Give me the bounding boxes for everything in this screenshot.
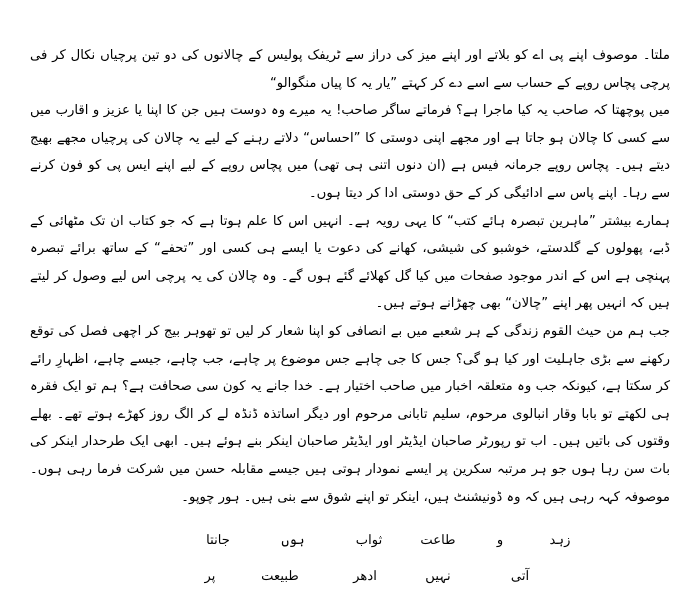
verse-word: آتی bbox=[510, 568, 530, 583]
verse-word: و bbox=[496, 532, 504, 547]
verse-word: جانتا bbox=[206, 532, 230, 547]
verse-word: ادھر bbox=[353, 568, 377, 583]
verse-word: طاعت bbox=[420, 532, 456, 547]
paragraph-4: جب ہم من حیث القوم زندگی کے ہر شعبے میں بے انصافی کو اپنا شعار کر لیں تو تھوہر بیج کر اچھی فصل کی توقع رکھنے سے بڑی جاہلیت اور کیا ہو گی؟ جس کا جی چاہے جس موضوع پر چاہے، جب چاہے، جیسے چاہے، اظہارِ رائے کر سکتا ہے، کیونکہ جب وہ متعلقہ اخبار میں صاحب اختیار ہے۔ خدا جانے یہ کون سی صحافت ہے؟ ہم تو ایک فقرہ ہی لکھتے تو بابا وقار انبالوی مرحوم، سلیم تابانی مرحوم اور دیگر اساتذہ ڈنڈہ لے کر الگ روز کھڑے ہوتے تھے۔ بھلے وقتوں کی باتیں ہیں۔ اب تو رپورٹر صاحبان ایڈیٹر اور ایڈیٹر صاحبان اینکر بنے ہوئے ہیں۔ ابھی ایک طرحدار اینکر کی بات سن رہا ہوں جو ہر مرتبہ سکرین پر ایسے نمودار ہوتی ہیں جیسے مقابلہ حسن میں شرکت فرما رہی ہوں۔ موصوفہ کہہ رہی ہیں کہ وہ ڈونیشنٹ ہیں، اینکر تو اپنے شوق سے بنی ہیں۔ ہور چوپو۔ bbox=[30, 323, 670, 505]
paragraph-1: ملتا۔ موصوف اپنے پی اے کو بلاتے اور اپنے میز کی دراز سے ٹریفک پولیس کے چالانوں کی دو تین پرچیاں نکال کر فی پرچی پچاس روپے کے حساب سے اسے دے کر کہتے ”یار یہ کا پیاں منگوالو“ bbox=[30, 48, 670, 91]
verse-word: ثواب bbox=[355, 532, 383, 547]
verse-word: نہیں bbox=[425, 568, 451, 583]
verse-word: طبیعت bbox=[261, 568, 299, 583]
verse-word: پر bbox=[204, 568, 216, 583]
paragraph-3: ہمارے بیشتر ”ماہرین تبصرہ ہائے کتب“ کا یہی رویہ ہے۔ انہیں اس کا علم ہوتا ہے کہ جو کتاب ان تک مٹھائی کے ڈبے، پھولوں کے گلدستے، خوشبو کی شیشی، کھانے کی دعوت یا ایسے ہی کسی اور ”تحفے“ کے ساتھ برائے تبصرہ پہنچی ہے اس کے اندر موجود صفحات میں کیا گل کھلائے گئے ہوں گے۔ وہ چالان کی یہ پرچی اس لیے وصول کر لیتے ہیں کہ انہیں پھر اپنے ”چالان“ بھی چھڑانے ہوتے ہیں۔ bbox=[30, 213, 670, 312]
verse-word: زہد bbox=[549, 532, 571, 547]
paragraph-2: میں پوچھتا کہ صاحب یہ کیا ماجرا ہے؟ فرماتے ساگر صاحب! یہ میرے وہ دوست ہیں جن کا اپنا یا عزیز و اقارب میں سے کسی کا چالان ہو جاتا ہے اور مجھے اپنی دوستی کا ”احساس“ دلاتے رہنے کے لیے یہ چالان کی پرچیاں مجھے بھیج دیتے ہیں۔ پچاس روپے جرمانہ فیس ہے (ان دنوں اتنی ہی تھی) میں پچاس روپے کے لیے اپنے ایس پی کو فون کرنے سے رہا۔ اپنے پاس سے ادائیگی کر کے حق دوستی ادا کر دیتا ہوں۔ bbox=[30, 103, 670, 201]
verse-word: ہوں bbox=[281, 532, 305, 547]
